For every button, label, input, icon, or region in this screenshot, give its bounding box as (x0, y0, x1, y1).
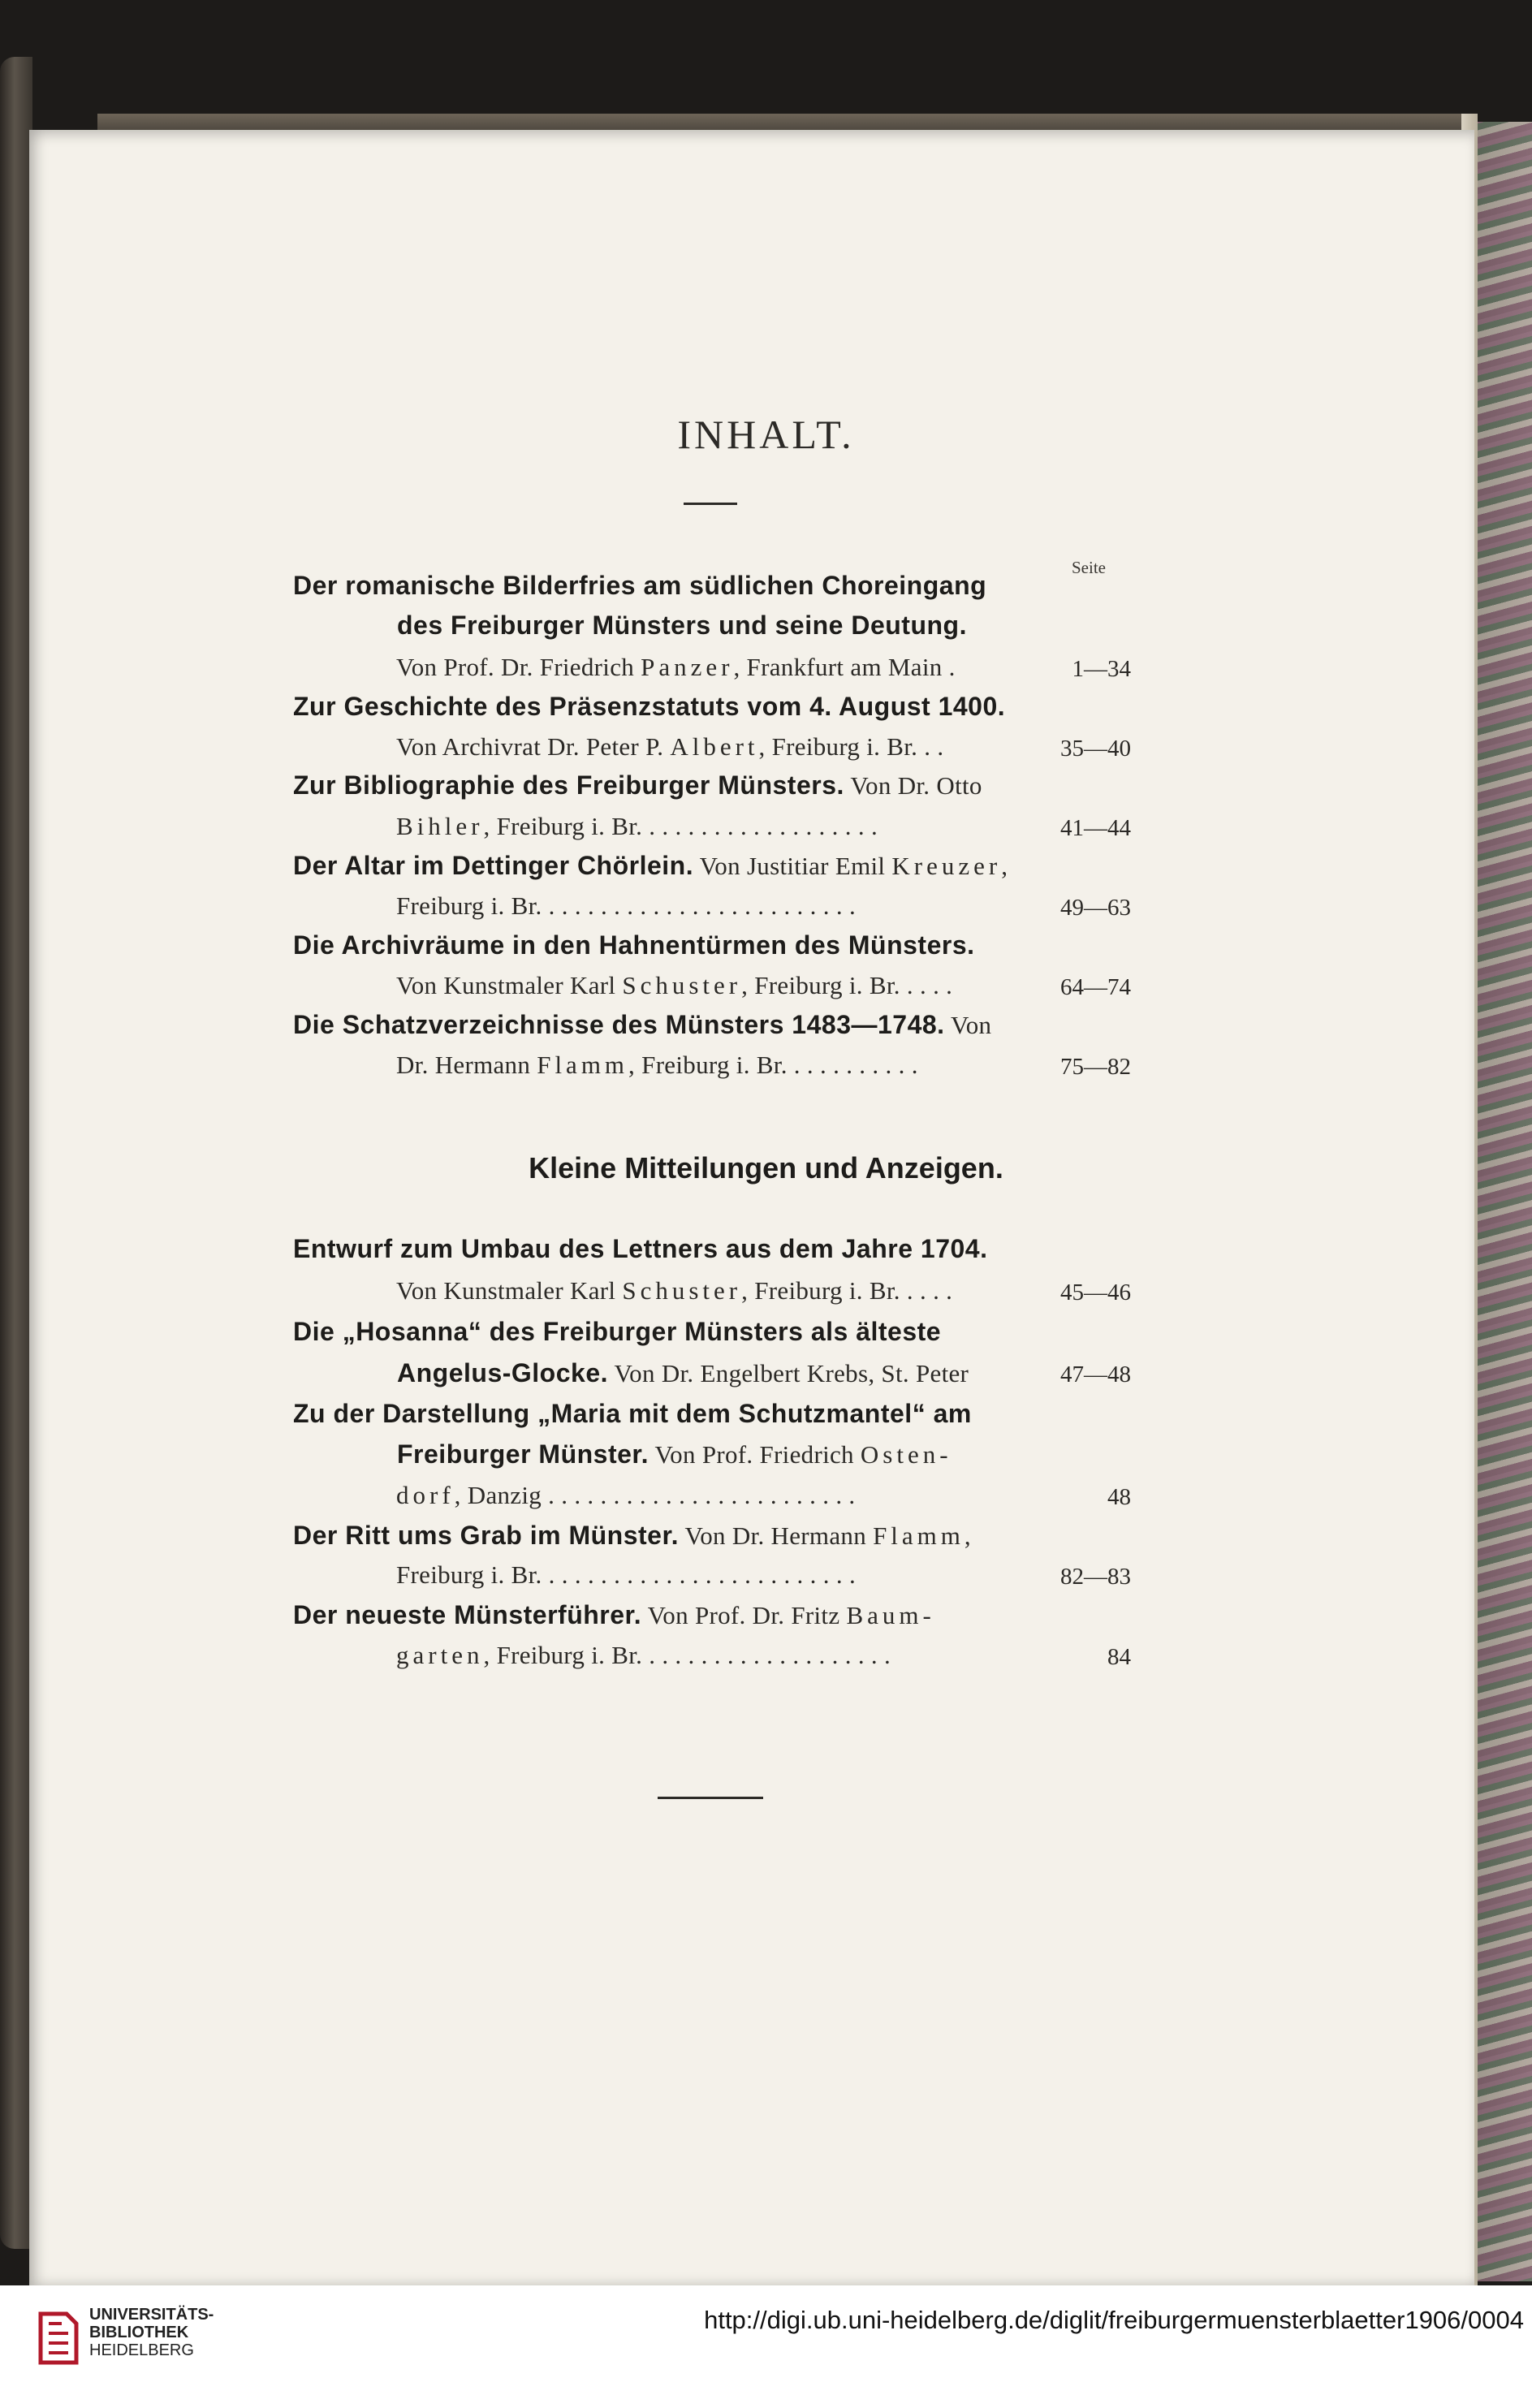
toc-entry-heading: Entwurf zum Umbau des Lettners aus dem Jahre 1704. (293, 1234, 988, 1263)
toc-entry-heading: Freiburger Münster. Von Prof. Friedrich Osten- (397, 1439, 952, 1469)
toc-entry-author: garten, Freiburg i. Br. . . . . . . . . . . . . . . . . . . . (396, 1641, 891, 1669)
toc-entry-heading: des Freiburger Münsters und seine Deutung. (397, 611, 967, 640)
page-number: 64—74 (1060, 974, 1131, 1000)
page-number: 1—34 (1072, 656, 1131, 682)
seite-label: Seite (1072, 558, 1106, 577)
toc-entry-author: Von Archivrat Dr. Peter P. Albert, Freiburg i. Br. . . (396, 732, 944, 761)
page-number: 84 (1107, 1644, 1131, 1670)
toc-entry-heading: Zur Bibliographie des Freiburger Münsters. Von Dr. Otto (293, 770, 982, 800)
toc-entry-author: Freiburg i. Br. . . . . . . . . . . . . . . . . . . . . . . . . (396, 1560, 857, 1589)
toc-entry-heading: Der romanische Bilderfries am südlichen Choreingang (293, 571, 987, 600)
toc-entry-heading: Zu der Darstellung „Maria mit dem Schutzmantel“ am (293, 1399, 972, 1428)
title-rule (684, 503, 737, 505)
toc-entry-heading: Der Ritt ums Grab im Münster. Von Dr. Hermann Flamm, (293, 1521, 971, 1550)
toc-entry-author: Von Prof. Dr. Friedrich Panzer, Frankfurt am Main . (396, 653, 956, 681)
toc-entry-author: Bihler, Freiburg i. Br. . . . . . . . . . . . . . . . . . . (396, 812, 878, 840)
toc-entry-author: Von Kunstmaler Karl Schuster, Freiburg i. Br. . . . . (396, 1276, 953, 1305)
page-number: 47—48 (1060, 1362, 1131, 1387)
page-number: 49—63 (1060, 895, 1131, 921)
library-name: UNIVERSITÄTS- BIBLIOTHEK HEIDELBERG (89, 2306, 214, 2359)
toc-entry-heading: Der neueste Münsterführer. Von Prof. Dr. Fritz Baum- (293, 1600, 935, 1629)
toc-entry-heading: Zur Geschichte des Präsenzstatuts vom 4. August 1400. (293, 692, 1006, 721)
page-number: 35—40 (1060, 736, 1131, 762)
page-number: 45—46 (1060, 1280, 1131, 1305)
toc-entry-heading: Die Schatzverzeichnisse des Münsters 1483—1748. Von (293, 1010, 992, 1039)
toc-entry-heading: Der Altar im Dettinger Chörlein. Von Justitiar Emil Kreuzer, (293, 851, 1008, 880)
toc-entry-heading: Die Archivräume in den Hahnentürmen des Münsters. (293, 930, 975, 960)
footer-bar (0, 2285, 1532, 2408)
toc-entry-author: Freiburg i. Br. . . . . . . . . . . . . . . . . . . . . . . . . (396, 891, 857, 920)
page-title: INHALT. (677, 412, 855, 457)
toc-entry-author: dorf, Danzig . . . . . . . . . . . . . . . . . . . . . . . . (396, 1481, 856, 1509)
page-number: 41—44 (1060, 815, 1131, 841)
closing-rule (658, 1797, 763, 1799)
toc-entry-author: Dr. Hermann Flamm, Freiburg i. Br. . . . . . . . . . . (396, 1051, 918, 1079)
library-logo-icon (34, 2306, 83, 2369)
page-number: 48 (1107, 1484, 1131, 1510)
page-number: 82—83 (1060, 1564, 1131, 1590)
toc-entry-heading: Die „Hosanna“ des Freiburger Münsters als älteste (293, 1317, 942, 1346)
toc-entry-author: Von Kunstmaler Karl Schuster, Freiburg i. Br. . . . . (396, 971, 953, 999)
toc-entry-heading: Angelus-Glocke. Von Dr. Engelbert Krebs, St. Peter (397, 1358, 969, 1387)
section-heading: Kleine Mitteilungen und Anzeigen. (529, 1151, 1003, 1185)
page-number: 75—82 (1060, 1054, 1131, 1080)
source-url[interactable]: http://digi.ub.uni-heidelberg.de/diglit/freiburgermuensterblaetter1906/0004 (704, 2306, 1524, 2334)
